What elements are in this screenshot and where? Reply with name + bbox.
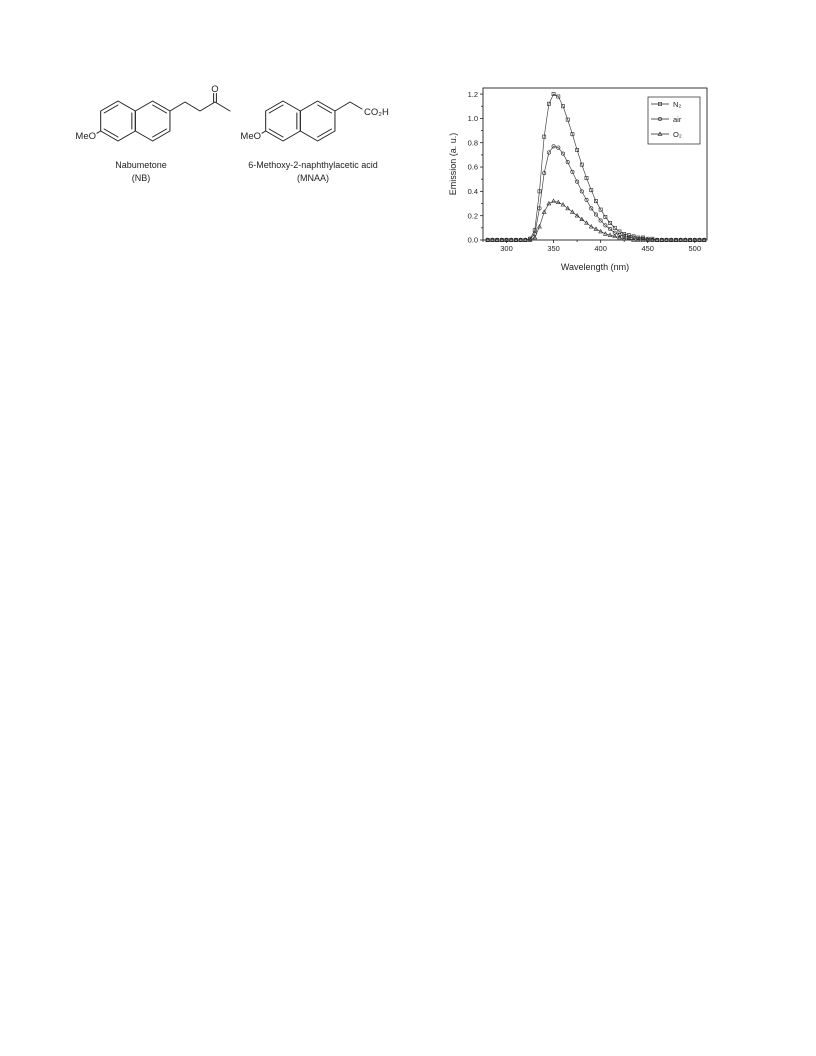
x-tick-label: 300	[500, 244, 513, 253]
acetic-chain	[335, 102, 362, 111]
naphthalene-right-ring	[300, 101, 335, 141]
x-tick-label: 450	[641, 244, 654, 253]
emission-chart	[448, 88, 707, 272]
legend-label: air	[673, 115, 682, 124]
naphthalene-right-ring	[135, 101, 170, 141]
methoxy-bond	[262, 131, 266, 133]
legend-entry-n2	[651, 100, 681, 109]
legend-label: O₂	[673, 130, 682, 139]
aromatic-double-bond	[269, 105, 283, 113]
compound-abbreviation: (NB)	[131, 173, 151, 183]
x-tick-label: 350	[547, 244, 560, 253]
plot-frame	[483, 88, 707, 240]
legend-entry-o2	[651, 130, 682, 139]
series-1-line	[488, 146, 704, 240]
y-tick-label: 0.6	[467, 162, 478, 172]
series-2-line	[488, 201, 704, 240]
figure	[0, 0, 816, 300]
butanone-chain	[170, 102, 230, 111]
methoxy-label: MeO	[240, 131, 261, 142]
x-axis-label: Wavelength (nm)	[560, 262, 630, 272]
y-tick-label: 0.8	[467, 138, 478, 148]
aromatic-double-bond	[269, 129, 283, 137]
carboxylic-acid-label: CO₂H	[364, 107, 389, 118]
aromatic-double-bond	[318, 105, 332, 113]
y-tick-label: 0.0	[467, 235, 478, 245]
y-tick-label: 0.4	[467, 187, 478, 197]
aromatic-double-bond	[153, 105, 167, 113]
structure-mnaa	[240, 101, 389, 183]
methoxy-label: MeO	[75, 131, 96, 142]
aromatic-double-bond	[153, 129, 167, 137]
compound-name: 6-Methoxy-2-naphthylacetic acid	[248, 160, 378, 170]
aromatic-double-bond	[318, 129, 332, 137]
y-axis-label: Emission (a. u.)	[448, 132, 458, 196]
series-0-line	[488, 94, 704, 240]
compound-abbreviation: (MNAA)	[297, 173, 329, 183]
aromatic-double-bond	[104, 129, 118, 137]
naphthalene-left-ring	[266, 101, 301, 141]
aromatic-double-bond	[104, 105, 118, 113]
naphthalene-left-ring	[101, 101, 136, 141]
legend-entry-air	[651, 115, 682, 124]
chart-marks	[468, 90, 707, 253]
legend	[648, 97, 700, 144]
methoxy-bond	[97, 131, 101, 133]
ketone-oxygen-label: O	[211, 84, 219, 95]
x-tick-label: 500	[688, 244, 702, 253]
legend-label: N₂	[673, 100, 682, 109]
structure-nabumetone	[75, 84, 230, 183]
x-tick-label: 400	[594, 244, 607, 253]
y-tick-label: 1.0	[467, 114, 478, 124]
y-tick-label: 1.2	[467, 89, 478, 99]
compound-name: Nabumetone	[115, 160, 167, 170]
y-tick-label: 0.2	[467, 211, 478, 221]
